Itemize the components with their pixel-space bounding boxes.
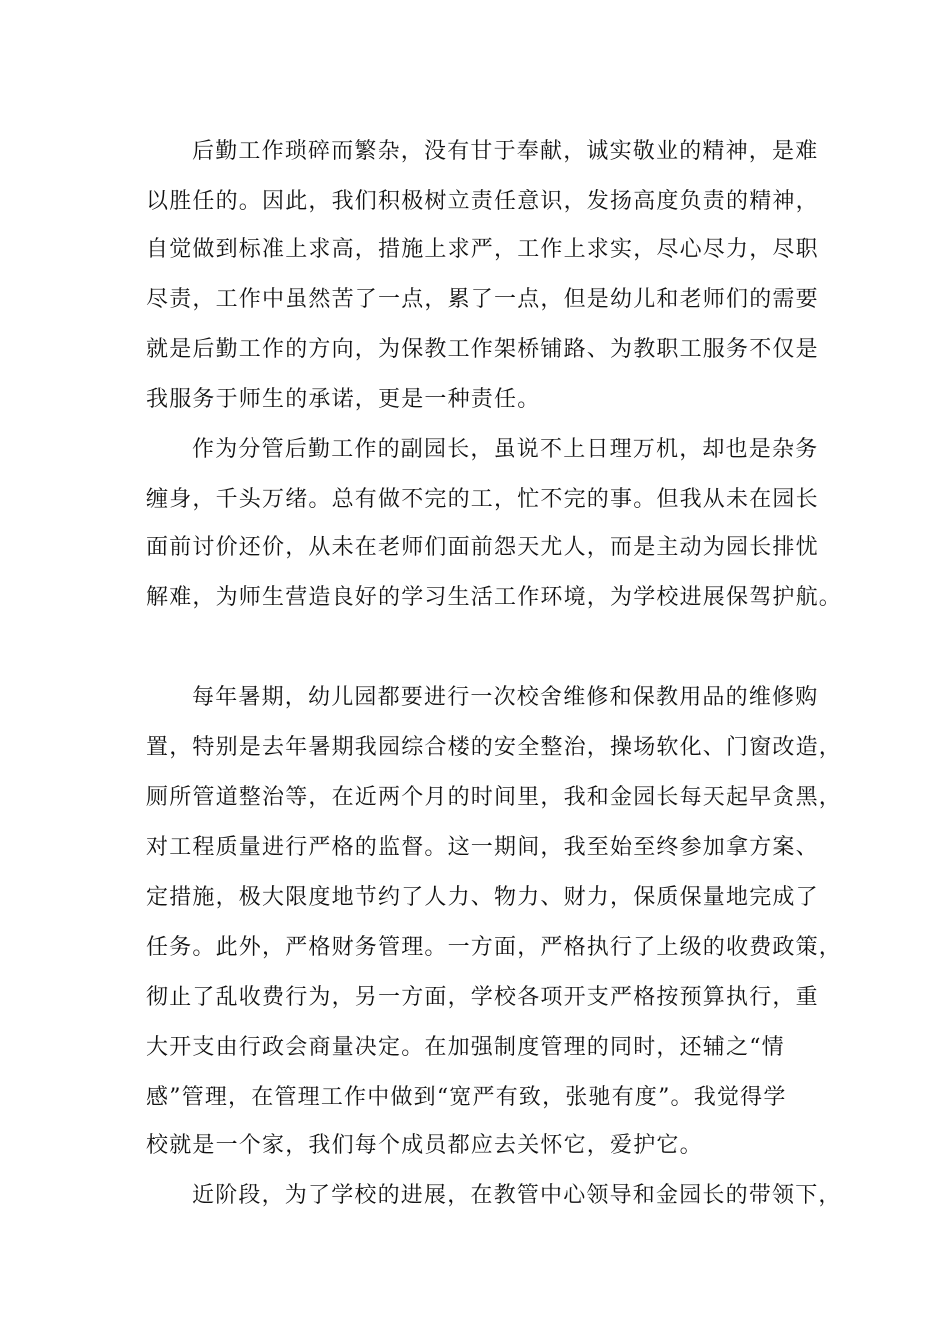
paragraph-2-line-1: 作为分管后勤工作的副园长，虽说不上日理万机，却也是杂务: [192, 437, 819, 462]
paragraph-3-line-4: 对工程质量进行严格的监督。这一期间，我至始至终参加拿方案、: [146, 835, 819, 860]
paragraph-3-line-9: 感”管理，在管理工作中做到“宽严有致，张驰有度”。我觉得学: [146, 1085, 787, 1110]
paragraph-3-line-5: 定措施，极大限度地节约了人力、物力、财力，保质保量地完成了: [146, 885, 819, 910]
paragraph-1-line-3: 自觉做到标准上求高，措施上求严，工作上求实，尽心尽力，尽职: [146, 237, 819, 262]
paragraph-3-line-8: 大开支由行政会商量决定。在加强制度管理的同时，还辅之“情: [146, 1035, 785, 1060]
paragraph-1-line-1: 后勤工作琐碎而繁杂，没有甘于奉献，诚实敬业的精神，是难: [192, 139, 819, 164]
paragraph-3-line-2: 置，特别是去年暑期我园综合楼的安全整治，操场软化、门窗改造，: [146, 735, 843, 760]
paragraph-1-line-4: 尽责，工作中虽然苦了一点，累了一点，但是幼儿和老师们的需要: [146, 287, 819, 312]
paragraph-2-line-3: 面前讨价还价，从未在老师们面前怨天尤人，而是主动为园长排忧: [146, 535, 819, 560]
paragraph-2-line-2: 缠身，千头万绪。总有做不完的工，忙不完的事。但我从未在园长: [146, 487, 819, 512]
paragraph-3-line-6: 任务。此外，严格财务管理。一方面，严格执行了上级的收费政策，: [146, 935, 843, 960]
paragraph-3-line-10: 校就是一个家，我们每个成员都应去关怀它，爱护它。: [146, 1133, 703, 1158]
paragraph-3-line-1: 每年暑期，幼儿园都要进行一次校舍维修和保教用品的维修购: [192, 685, 819, 710]
paragraph-4-line-1: 近阶段，为了学校的进展，在教管中心领导和金园长的带领下，: [192, 1183, 842, 1208]
paragraph-3-line-3: 厕所管道整治等，在近两个月的时间里，我和金园长每天起早贪黑，: [146, 785, 843, 810]
paragraph-1-line-5: 就是后勤工作的方向，为保教工作架桥铺路、为教职工服务不仅是: [146, 337, 819, 362]
paragraph-2-line-4: 解难，为师生营造良好的学习生活工作环境，为学校进展保驾护航。: [146, 585, 843, 610]
paragraph-1-line-6: 我服务于师生的承诺，更是一种责任。: [146, 387, 541, 412]
paragraph-3-line-7: 彻止了乱收费行为，另一方面，学校各项开支严格按预算执行，重: [146, 985, 819, 1010]
paragraph-1-line-2: 以胜任的。因此，我们积极树立责任意识，发扬高度负责的精神，: [146, 189, 819, 214]
